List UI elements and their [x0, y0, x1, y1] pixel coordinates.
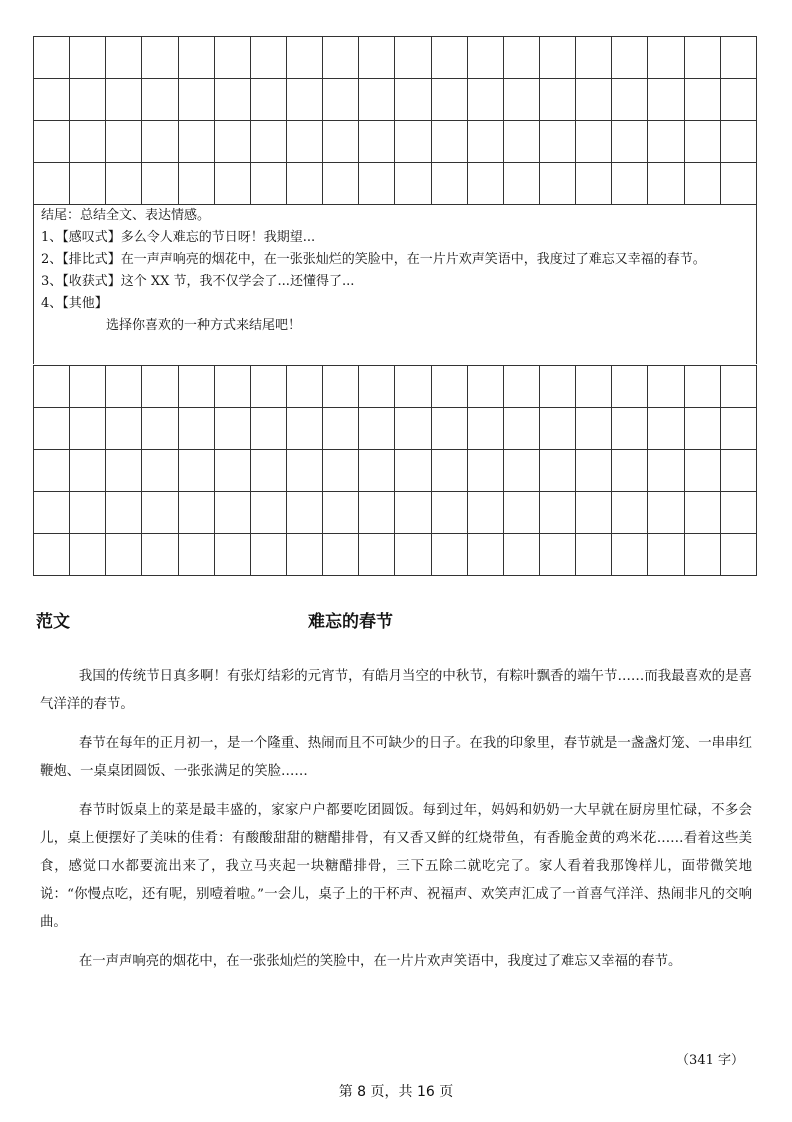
grid-cell [503, 534, 539, 576]
grid-cell [250, 37, 286, 79]
grid-cell [34, 408, 70, 450]
grid-cell [70, 450, 106, 492]
grid-cell [684, 534, 720, 576]
grid-cell [431, 366, 467, 408]
grid-cell [431, 534, 467, 576]
grid-cell [359, 534, 395, 576]
grid-cell [576, 366, 612, 408]
grid-cell [612, 121, 648, 163]
grid-cell [395, 163, 431, 205]
grid-cell [684, 492, 720, 534]
grid-cell [106, 534, 142, 576]
grid-cell [106, 79, 142, 121]
grid-cell [503, 408, 539, 450]
grid-cell [70, 534, 106, 576]
grid-cell [612, 534, 648, 576]
grid-cell [684, 408, 720, 450]
grid-cell [467, 450, 503, 492]
grid-cell [142, 37, 178, 79]
grid-cell [178, 408, 214, 450]
grid-cell [648, 121, 684, 163]
grid-cell [323, 534, 359, 576]
grid-cell [539, 121, 575, 163]
grid-cell [142, 492, 178, 534]
grid-cell [612, 450, 648, 492]
grid-cell [684, 79, 720, 121]
grid-cell [323, 492, 359, 534]
ending-item-parallel: 2、【排比式】在一声声响亮的烟花中，在一张张灿烂的笑脸中，在一片片欢声笑语中，我度过了难忘又幸福的春节。 [41, 252, 706, 267]
grid-cell [286, 79, 322, 121]
grid-cell [323, 366, 359, 408]
grid-cell [503, 79, 539, 121]
grid-cell [34, 37, 70, 79]
grid-cell [395, 492, 431, 534]
grid-cell [576, 37, 612, 79]
grid-cell [467, 163, 503, 205]
grid-cell [70, 121, 106, 163]
essay-title: 难忘的春节 [308, 612, 393, 632]
grid-cell [539, 79, 575, 121]
grid-cell [431, 163, 467, 205]
grid-cell [142, 163, 178, 205]
grid-cell [576, 534, 612, 576]
grid-cell [395, 534, 431, 576]
grid-cell [359, 79, 395, 121]
grid-cell [250, 366, 286, 408]
grid-cell [431, 79, 467, 121]
grid-cell [286, 450, 322, 492]
grid-cell [286, 121, 322, 163]
grid-cell [214, 37, 250, 79]
grid-cell [684, 366, 720, 408]
writing-grid-bottom [33, 365, 757, 576]
grid-cell [720, 366, 756, 408]
grid-cell [539, 408, 575, 450]
grid-cell [250, 534, 286, 576]
grid-cell [539, 492, 575, 534]
grid-cell [214, 450, 250, 492]
grid-cell [286, 534, 322, 576]
grid-cell [106, 492, 142, 534]
grid-cell [539, 163, 575, 205]
grid-cell [34, 534, 70, 576]
grid-cell [359, 37, 395, 79]
grid-cell [467, 408, 503, 450]
grid-cell [214, 79, 250, 121]
grid-cell [70, 492, 106, 534]
grid-cell [648, 366, 684, 408]
grid-cell [539, 450, 575, 492]
grid-cell [323, 79, 359, 121]
grid-cell [395, 366, 431, 408]
grid-cell [214, 534, 250, 576]
grid-cell [323, 450, 359, 492]
grid-cell [178, 366, 214, 408]
grid-cell [612, 408, 648, 450]
grid-cell [178, 79, 214, 121]
grid-cell [648, 408, 684, 450]
grid-cell [178, 163, 214, 205]
grid-cell [286, 492, 322, 534]
ending-item-gain: 3、【收获式】这个 XX 节，我不仅学会了...还懂得了... [41, 274, 355, 289]
grid-cell [576, 450, 612, 492]
grid-cell [323, 408, 359, 450]
grid-cell [323, 163, 359, 205]
grid-cell [648, 37, 684, 79]
grid-cell [142, 121, 178, 163]
grid-cell [612, 163, 648, 205]
grid-cell [395, 121, 431, 163]
grid-cell [684, 121, 720, 163]
grid-cell [648, 492, 684, 534]
essay-label: 范文 [36, 612, 70, 632]
grid-cell [648, 450, 684, 492]
grid-cell [467, 492, 503, 534]
grid-cell [250, 79, 286, 121]
grid-cell [323, 121, 359, 163]
grid-cell [395, 450, 431, 492]
grid-cell [34, 450, 70, 492]
grid-cell [286, 408, 322, 450]
grid-cell [684, 163, 720, 205]
grid-cell [684, 37, 720, 79]
grid-cell [34, 163, 70, 205]
grid-cell [431, 121, 467, 163]
grid-cell [648, 534, 684, 576]
grid-cell [431, 492, 467, 534]
grid-cell [648, 79, 684, 121]
grid-cell [214, 163, 250, 205]
grid-cell [395, 408, 431, 450]
grid-cell [612, 492, 648, 534]
grid-cell [142, 450, 178, 492]
grid-cell [106, 163, 142, 205]
grid-cell [250, 121, 286, 163]
grid-cell [576, 492, 612, 534]
ending-item-other: 4、【其他】 [41, 296, 108, 311]
grid-cell [70, 79, 106, 121]
ending-hint: 选择你喜欢的一种方式来结尾吧！ [106, 318, 302, 333]
grid-cell [70, 366, 106, 408]
grid-cell [539, 534, 575, 576]
writing-grid-top [33, 36, 757, 205]
grid-cell [431, 450, 467, 492]
grid-cell [576, 121, 612, 163]
grid-cell [467, 121, 503, 163]
grid-cell [395, 79, 431, 121]
grid-cell [720, 163, 756, 205]
grid-cell [395, 37, 431, 79]
grid-cell [250, 450, 286, 492]
grid-cell [359, 492, 395, 534]
ending-item-exclamation: 1、【感叹式】多么令人难忘的节日呀！我期望... [41, 230, 316, 245]
grid-cell [576, 163, 612, 205]
essay-body [40, 663, 752, 987]
grid-cell [106, 121, 142, 163]
grid-cell [106, 37, 142, 79]
grid-cell [503, 37, 539, 79]
grid-cell [720, 492, 756, 534]
grid-cell [503, 366, 539, 408]
essay-paragraph-3: 春节时饭桌上的菜是最丰盛的，家家户户都要吃团圆饭。每到过年，妈妈和奶奶一大早就在厨房里忙碌，不多会儿，桌上便摆好了美味的佳肴：有酸酸甜甜的糖醋排骨，有又香又鲜的红烧带鱼，有香脆金黄的鸡米花……看着这些美食，感觉口水都要流出来了，我立马夹起一块糖醋排骨，三下五除二就吃完了。家人看着我那馋样儿，面带微笑地说：“你慢点吃，还有呢，别噎着啦。”一会儿，桌子上的干杯声、祝福声、欢笑声汇成了一首喜气洋洋、热闹非凡的交响曲。 [40, 803, 752, 930]
grid-cell [178, 492, 214, 534]
grid-cell [576, 408, 612, 450]
essay-paragraph-2: 春节在每年的正月初一，是一个隆重、热闹而且不可缺少的日子。在我的印象里，春节就是一盏盏灯笼、一串串红鞭炮、一桌桌团圆饭、一张张满足的笑脸…… [40, 736, 752, 779]
grid-cell [214, 408, 250, 450]
grid-cell [648, 163, 684, 205]
grid-cell [503, 121, 539, 163]
grid-cell [70, 163, 106, 205]
grid-cell [467, 79, 503, 121]
grid-cell [359, 121, 395, 163]
grid-cell [286, 163, 322, 205]
grid-cell [720, 450, 756, 492]
grid-cell [70, 408, 106, 450]
grid-cell [359, 366, 395, 408]
grid-cell [106, 450, 142, 492]
grid-cell [250, 492, 286, 534]
grid-cell [503, 492, 539, 534]
grid-cell [720, 79, 756, 121]
page-number: 第 8 页，共 16 页 [338, 1084, 454, 1100]
grid-cell [34, 79, 70, 121]
grid-cell [178, 37, 214, 79]
grid-cell [323, 37, 359, 79]
word-count: （341 字） [676, 1053, 744, 1068]
grid-cell [214, 121, 250, 163]
grid-cell [359, 163, 395, 205]
grid-cell [142, 79, 178, 121]
grid-cell [286, 366, 322, 408]
grid-cell [720, 534, 756, 576]
grid-cell [539, 366, 575, 408]
grid-cell [250, 408, 286, 450]
grid-cell [431, 408, 467, 450]
grid-cell [34, 121, 70, 163]
ending-guide-box [33, 205, 757, 364]
grid-cell [178, 450, 214, 492]
grid-cell [70, 37, 106, 79]
grid-cell [250, 163, 286, 205]
ending-heading: 结尾：总结全文、表达情感。 [41, 208, 211, 223]
grid-cell [142, 408, 178, 450]
grid-cell [612, 37, 648, 79]
grid-cell [684, 450, 720, 492]
grid-cell [720, 408, 756, 450]
grid-cell [34, 492, 70, 534]
grid-cell [142, 534, 178, 576]
grid-cell [612, 366, 648, 408]
grid-cell [178, 534, 214, 576]
grid-cell [106, 408, 142, 450]
grid-cell [612, 79, 648, 121]
grid-cell [539, 37, 575, 79]
grid-cell [431, 37, 467, 79]
grid-cell [467, 37, 503, 79]
grid-cell [576, 79, 612, 121]
grid-cell [503, 163, 539, 205]
grid-cell [286, 37, 322, 79]
grid-cell [106, 366, 142, 408]
grid-cell [359, 450, 395, 492]
grid-cell [178, 121, 214, 163]
essay-paragraph-4: 在一声声响亮的烟花中，在一张张灿烂的笑脸中，在一片片欢声笑语中，我度过了难忘又幸福的春节。 [78, 954, 682, 969]
grid-cell [214, 492, 250, 534]
grid-cell [720, 37, 756, 79]
essay-paragraph-1: 我国的传统节日真多啊！有张灯结彩的元宵节，有皓月当空的中秋节，有粽叶飘香的端午节……而我最喜欢的是喜气洋洋的春节。 [40, 669, 752, 712]
grid-cell [720, 121, 756, 163]
grid-cell [503, 450, 539, 492]
grid-cell [359, 408, 395, 450]
grid-cell [214, 366, 250, 408]
grid-cell [34, 366, 70, 408]
grid-cell [467, 534, 503, 576]
grid-cell [467, 366, 503, 408]
grid-cell [142, 366, 178, 408]
